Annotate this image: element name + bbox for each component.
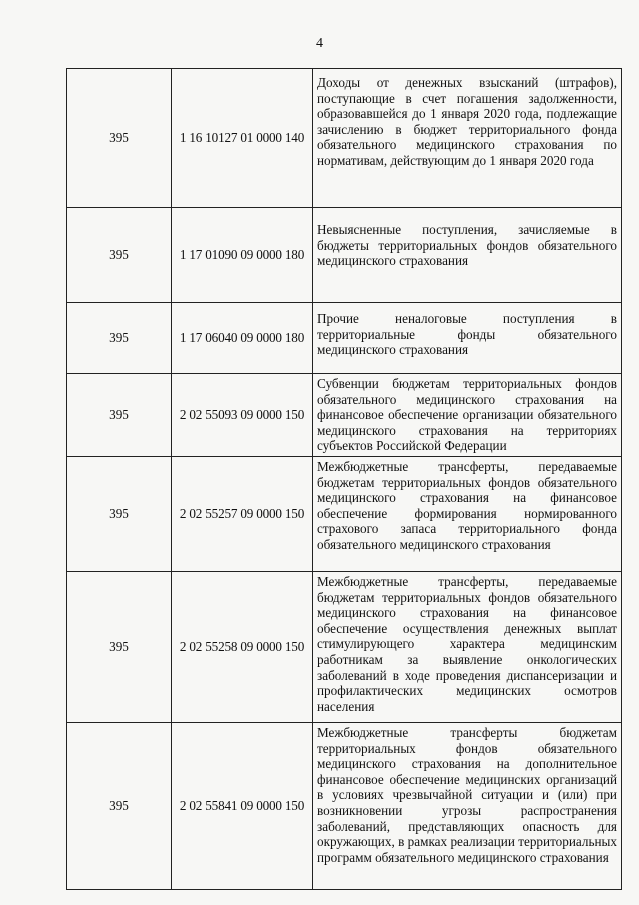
table-row [67, 457, 622, 572]
revenue-codes-table [66, 68, 622, 890]
revenue-name-cell: Субвенции бюджетам территориальных фондов обязательного медицинского страхования на финансовое обеспечение организации обязательного медицинского страхования на территориях субъектов Российской Федерации [313, 374, 622, 457]
kbk-code-cell: 1 16 10127 01 0000 140 [172, 69, 313, 208]
admin-code-cell: 395 [67, 69, 172, 208]
admin-code-cell: 395 [67, 303, 172, 374]
table-row [67, 303, 622, 374]
revenue-name-cell: Прочие неналоговые поступления в территориальные фонды обязательного медицинского страхования [313, 303, 622, 374]
revenue-name-cell: Межбюджетные трансферты бюджетам территориальных фондов обязательного медицинского страхования на дополнительное финансовое обеспечение медицинских организаций в условиях чрезвычайной ситуации и (или) при возникновении угрозы распространения заболеваний, представляющих опасность для окружающих, в рамках реализации территориальных программ обязательного медицинского страхования [313, 723, 622, 890]
table-row [67, 723, 622, 890]
table-row [67, 208, 622, 303]
kbk-code-cell: 2 02 55093 09 0000 150 [172, 374, 313, 457]
revenue-name-cell: Межбюджетные трансферты, передаваемые бюджетам территориальных фондов обязательного медицинского страхования на финансовое обеспечение осуществления денежных выплат стимулирующего характера медицинским работникам за выявление онкологических заболеваний в ходе проведения диспансеризации и профилактических медицинских осмотров населения [313, 572, 622, 723]
admin-code-cell: 395 [67, 208, 172, 303]
kbk-code-cell: 1 17 06040 09 0000 180 [172, 303, 313, 374]
revenue-name-cell: Межбюджетные трансферты, передаваемые бюджетам территориальных фондов обязательного медицинского страхования на финансовое обеспечение формирования нормированного страхового запаса территориального фонда обязательного медицинского страхования [313, 457, 622, 572]
revenue-name-cell: Невыясненные поступления, зачисляемые в бюджеты территориальных фондов обязательного медицинского страхования [313, 208, 622, 303]
revenue-name-cell: Доходы от денежных взысканий (штрафов), поступающие в счет погашения задолженности, образовавшейся до 1 января 2020 года, подлежащие зачислению в бюджет территориального фонда обязательного медицинского страхования по нормативам, действующим до 1 января 2020 года [313, 69, 622, 208]
page-number: 4 [316, 36, 323, 51]
admin-code-cell: 395 [67, 723, 172, 890]
kbk-code-cell: 2 02 55841 09 0000 150 [172, 723, 313, 890]
admin-code-cell: 395 [67, 374, 172, 457]
admin-code-cell: 395 [67, 572, 172, 723]
table-row [67, 572, 622, 723]
kbk-code-cell: 2 02 55257 09 0000 150 [172, 457, 313, 572]
admin-code-cell: 395 [67, 457, 172, 572]
table-row [67, 69, 622, 208]
kbk-code-cell: 1 17 01090 09 0000 180 [172, 208, 313, 303]
table-row [67, 374, 622, 457]
kbk-code-cell: 2 02 55258 09 0000 150 [172, 572, 313, 723]
